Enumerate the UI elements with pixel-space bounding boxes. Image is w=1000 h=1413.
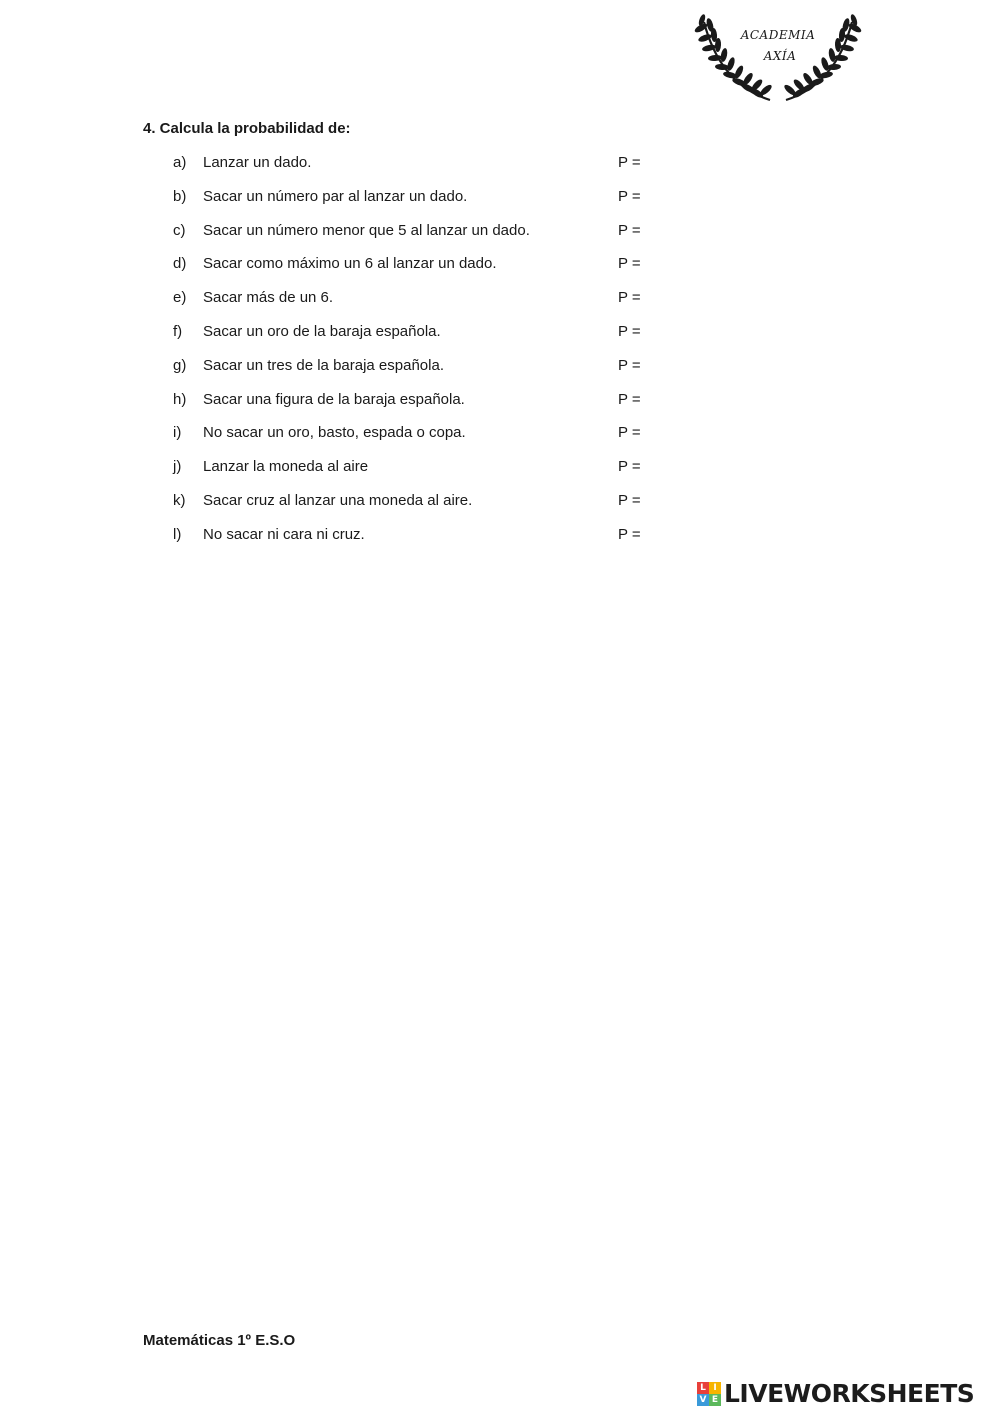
list-item	[173, 423, 673, 457]
list-item	[173, 288, 673, 322]
footer-subject: Matemáticas 1º E.S.O	[143, 1332, 296, 1349]
item-letter: l)	[173, 525, 182, 543]
list-item	[173, 221, 673, 255]
list-item	[173, 525, 673, 559]
list-item	[173, 153, 673, 187]
answer-field[interactable]: P =	[618, 390, 641, 408]
list-item	[173, 491, 673, 525]
answer-field[interactable]: P =	[618, 289, 641, 307]
item-text: Lanzar un dado.	[203, 154, 312, 171]
brand-name: LIVEWORKSHEETS	[724, 1379, 975, 1408]
item-text: No sacar un oro, basto, espada o copa.	[203, 424, 466, 442]
answer-field[interactable]: P =	[618, 187, 641, 205]
academia-logo	[690, 14, 866, 106]
answer-field[interactable]: P =	[618, 525, 641, 543]
item-text: Sacar más de un 6.	[203, 289, 334, 307]
answer-field[interactable]: P =	[618, 424, 641, 442]
logo-line-1: ACADEMIA	[740, 28, 816, 42]
brand-icon-letter: L	[697, 1382, 709, 1394]
item-text: Sacar cruz al lanzar una moneda al aire.	[203, 491, 473, 509]
item-letter: h)	[173, 390, 187, 408]
item-letter: k)	[173, 491, 186, 509]
item-text: Sacar un oro de la baraja española.	[203, 322, 441, 340]
item-letter: j)	[173, 458, 182, 476]
item-text: Sacar como máximo un 6 al lanzar un dado.	[203, 255, 497, 273]
item-text: No sacar ni cara ni cruz.	[203, 525, 365, 543]
brand-icon-letter: I	[709, 1382, 721, 1394]
answer-field[interactable]: P =	[618, 322, 641, 340]
brand-icon-letter: E	[709, 1394, 721, 1406]
liveworksheets-brand[interactable]	[697, 1378, 974, 1410]
laurel-wreath-icon	[690, 14, 866, 106]
exercise-list	[173, 153, 673, 559]
item-letter: d)	[173, 255, 187, 273]
answer-field[interactable]: P =	[618, 491, 641, 509]
list-item	[173, 457, 673, 491]
answer-field[interactable]: P =	[618, 255, 641, 273]
liveworksheets-logo-icon	[697, 1382, 721, 1406]
list-item	[173, 254, 673, 288]
answer-field[interactable]: P =	[618, 458, 641, 476]
item-letter: b)	[173, 187, 187, 205]
list-item	[173, 356, 673, 390]
item-text: Lanzar la moneda al aire	[203, 458, 369, 476]
item-letter: c)	[173, 221, 186, 239]
item-letter: e)	[173, 289, 187, 307]
item-letter: a)	[173, 154, 187, 171]
list-item	[173, 390, 673, 424]
item-text: Sacar un tres de la baraja española.	[203, 356, 444, 374]
logo-line-2: AXÍA	[763, 49, 797, 63]
answer-field[interactable]: P =	[618, 221, 641, 239]
item-letter: i)	[173, 424, 182, 442]
item-letter: g)	[173, 356, 187, 374]
item-text: Sacar una figura de la baraja española.	[203, 390, 465, 408]
answer-field[interactable]: P =	[618, 154, 641, 171]
answer-field[interactable]: P =	[618, 356, 641, 374]
item-text: Sacar un número par al lanzar un dado.	[203, 187, 468, 205]
exercise-title: 4. Calcula la probabilidad de:	[143, 120, 351, 137]
brand-icon-letter: V	[697, 1394, 709, 1406]
list-item	[173, 322, 673, 356]
item-letter: f)	[173, 322, 183, 340]
item-text: Sacar un número menor que 5 al lanzar un dado.	[203, 221, 530, 239]
list-item	[173, 187, 673, 221]
